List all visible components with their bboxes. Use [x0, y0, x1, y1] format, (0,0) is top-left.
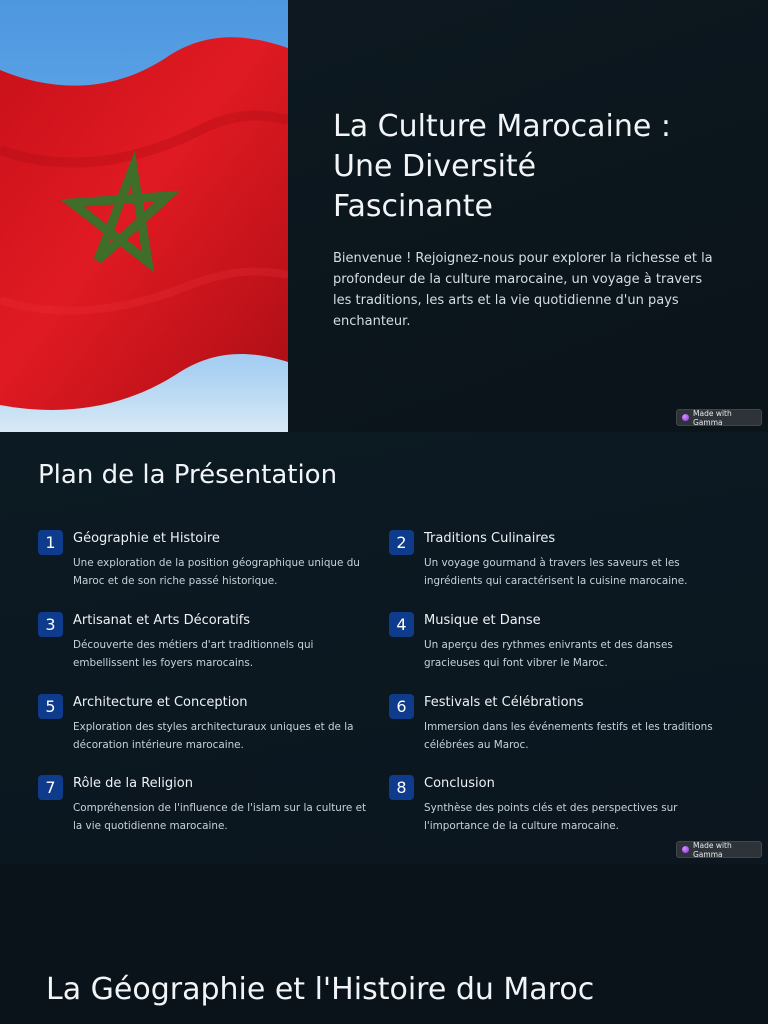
plan-item-title: Musique et Danse — [424, 613, 541, 628]
number-badge: 6 — [389, 694, 414, 719]
agenda-slide — [0, 432, 768, 864]
title-line: Fascinante — [333, 189, 493, 224]
number-badge: 1 — [38, 530, 63, 555]
section-title: Plan de la Présentation — [38, 460, 338, 490]
moroccan-flag-image — [0, 0, 288, 432]
flag-illustration — [0, 0, 288, 432]
gamma-logo-icon — [682, 414, 689, 421]
plan-item-title: Géographie et Histoire — [73, 531, 220, 546]
plan-item-description: Synthèse des points clés et des perspectives sur l'importance de la culture marocaine. — [424, 802, 678, 832]
plan-item-description: Immersion dans les événements festifs et les traditions célébrées au Maroc. — [424, 721, 713, 751]
slide-title: La Géographie et l'Histoire du Maroc — [46, 972, 595, 1007]
made-with-gamma-badge[interactable] — [676, 409, 762, 426]
number-badge: 3 — [38, 612, 63, 637]
number-badge: 4 — [389, 612, 414, 637]
page-title — [333, 107, 733, 227]
plan-item-description: Un aperçu des rythmes enivrants et des danses gracieuses qui font vibrer le Maroc. — [424, 639, 673, 669]
plan-item-title: Rôle de la Religion — [73, 776, 193, 791]
badge-label: Made with Gamma — [693, 840, 732, 859]
title-line: Une Diversité — [333, 149, 537, 184]
number-badge: 5 — [38, 694, 63, 719]
number-badge: 8 — [389, 775, 414, 800]
plan-item-description: Exploration des styles architecturaux uniques et de la décoration intérieure marocaine. — [73, 721, 354, 751]
intro-paragraph: Bienvenue ! Rejoignez-nous pour explorer la richesse et la profondeur de la culture marocaine, un voyage à travers les traditions, les arts et la vie quotidienne d'un pays enchanteur. — [333, 251, 713, 329]
plan-item-title: Traditions Culinaires — [424, 531, 556, 546]
badge-label: Made with Gamma — [693, 408, 732, 427]
geography-history-slide — [0, 864, 768, 1024]
made-with-gamma-badge[interactable] — [676, 841, 762, 858]
plan-item-title: Festivals et Célébrations — [424, 695, 584, 710]
number-badge: 2 — [389, 530, 414, 555]
plan-item-description: Découverte des métiers d'art traditionnels qui embellissent les foyers marocains. — [73, 639, 314, 669]
plan-item-title: Architecture et Conception — [73, 695, 248, 710]
plan-item-description: Une exploration de la position géographique unique du Maroc et de son riche passé historique. — [73, 557, 360, 587]
plan-item-description: Compréhension de l'influence de l'islam sur la culture et la vie quotidienne marocaine. — [73, 802, 367, 832]
plan-item-description: Un voyage gourmand à travers les saveurs et les ingrédients qui caractérisent la cuisine marocaine. — [424, 557, 688, 587]
gamma-logo-icon — [682, 846, 689, 853]
plan-item-title: Conclusion — [424, 776, 495, 791]
title-slide — [0, 0, 768, 432]
plan-item-title: Artisanat et Arts Décoratifs — [73, 613, 251, 628]
title-line: La Culture Marocaine : — [333, 109, 671, 144]
number-badge: 7 — [38, 775, 63, 800]
